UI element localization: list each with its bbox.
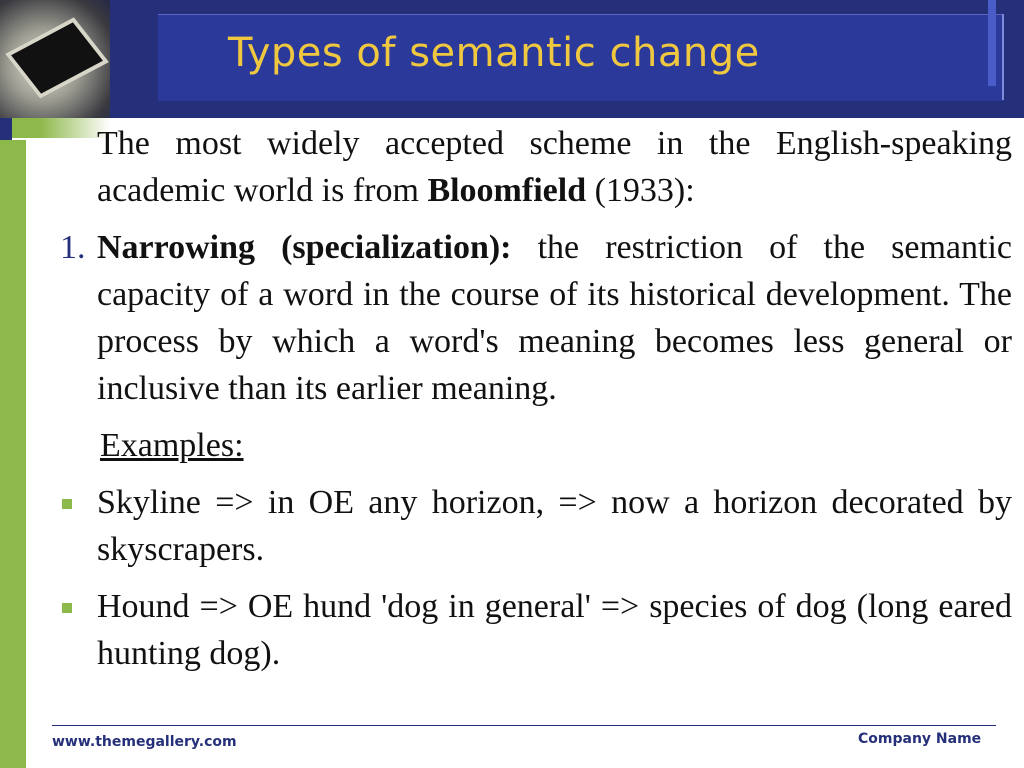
footer-company: Company Name	[858, 731, 982, 747]
list-number: 1.	[60, 229, 86, 266]
examples-heading	[40, 422, 1012, 469]
intro-paragraph	[40, 120, 1012, 214]
narrowing-definition: the restriction of the semantic capacity of a word in the course of its historical development. The process by which a word's meaning becomes less general or inclusive than its earlier meaning.	[97, 229, 1012, 407]
monitor-image	[0, 0, 110, 118]
slide-title: Types of semantic change	[228, 30, 760, 76]
footer-divider	[52, 725, 996, 726]
square-bullet-icon	[62, 603, 72, 613]
narrowing-term: Narrowing (specialization):	[97, 229, 512, 266]
header-accent-line	[1002, 14, 1004, 100]
sidebar-green-bar	[0, 140, 26, 768]
intro-text: The most widely accepted scheme in the English-speaking academic world is from	[97, 125, 1012, 209]
bloomfield-name: Bloomfield	[427, 172, 587, 209]
list-item-narrowing	[40, 224, 1012, 412]
slide-content	[40, 120, 1012, 677]
examples-label: Examples:	[100, 427, 244, 464]
square-bullet-icon	[62, 499, 72, 509]
bullet-item	[40, 479, 1012, 573]
bullet-text: Hound => OE hund 'dog in general' => species of dog (long eared hunting dog).	[97, 588, 1012, 672]
bullet-text: Skyline => in OE any horizon, => now a horizon decorated by skyscrapers.	[97, 484, 1012, 568]
footer-website: www.themegallery.com	[52, 734, 237, 750]
header-accent-bar	[988, 0, 996, 86]
intro-year: (1933):	[586, 172, 695, 209]
bullet-item	[40, 583, 1012, 677]
